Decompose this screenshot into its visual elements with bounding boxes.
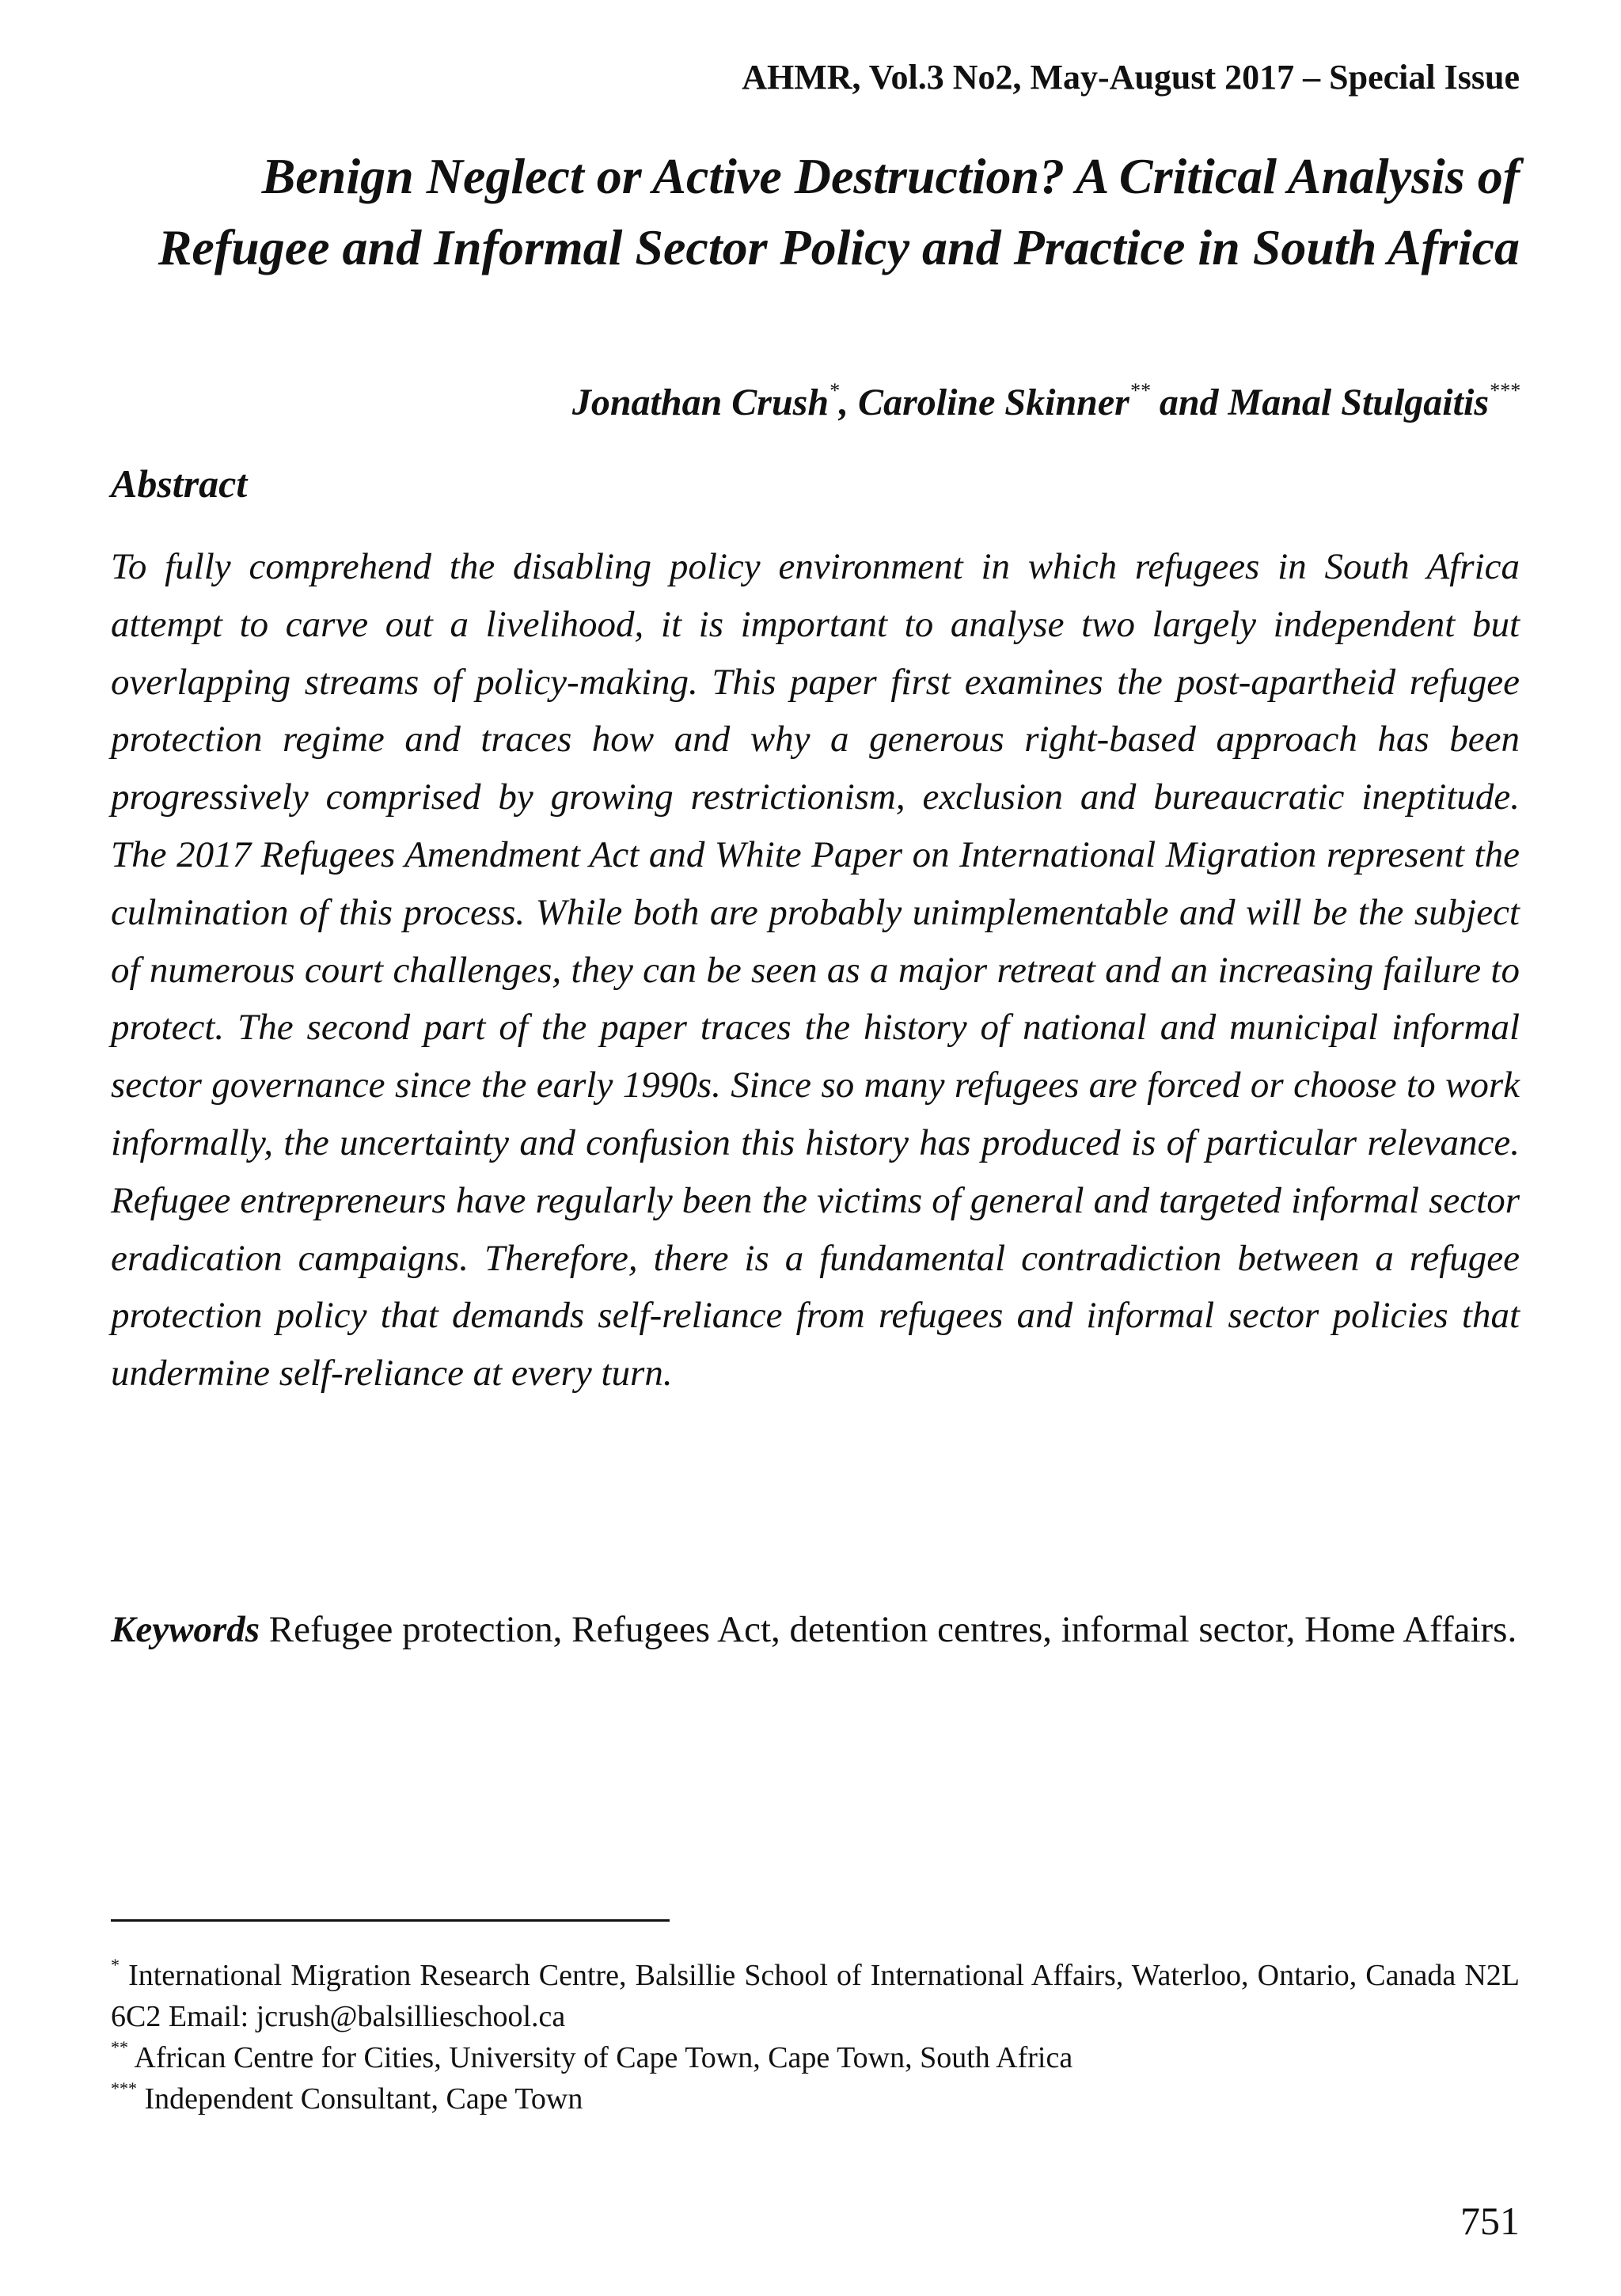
- footnote-text: African Centre for Cities, University of Cape Town, Cape Town, South Africa: [134, 2041, 1073, 2074]
- author-footnote-mark: **: [1129, 379, 1150, 402]
- author-footnote-mark: ***: [1489, 379, 1520, 402]
- footnote: [111, 2037, 1520, 2078]
- abstract-heading: Abstract: [111, 461, 248, 506]
- author-name: Jonathan Crush: [571, 381, 829, 423]
- keywords-text: Refugee protection, Refugees Act, detention centres, informal sector, Home Affairs.: [268, 1609, 1517, 1650]
- footnote: [111, 2078, 1520, 2120]
- author-footnote-mark: *: [829, 379, 840, 402]
- author-name: Manal Stulgaitis: [1228, 381, 1489, 423]
- footnotes: [111, 1955, 1520, 2120]
- keywords-label: Keywords: [111, 1609, 260, 1650]
- footnote-mark: **: [111, 2037, 128, 2057]
- running-header: AHMR, Vol.3 No2, May-August 2017 – Special Issue: [742, 58, 1520, 97]
- author-separator: ,: [839, 381, 859, 423]
- article-title: Benign Neglect or Active Destruction? A Critical Analysis of Refugee and Informal Sector Policy and Practice in South Africa: [158, 148, 1520, 275]
- author-conjunction: and: [1149, 381, 1228, 423]
- footnote-text: International Migration Research Centre, Balsillie School of International Affairs, Waterloo, Ontario, Canada N2L 6C2 Email: jcrush@balsillieschool.ca: [111, 1959, 1520, 2033]
- author-list: [150, 378, 1520, 427]
- page-number: 751: [1460, 2199, 1520, 2243]
- keywords-paragraph: [111, 1601, 1520, 1659]
- footnote: [111, 1955, 1520, 2037]
- footnote-mark: *: [111, 1955, 120, 1975]
- abstract-text: To fully comprehend the disabling policy environment in which refugees in South Africa attempt to carve out a livelihood, it is important to analyse two largely independent but overlapping streams of policy-making. This paper first examines the post-apartheid refugee protection regime and traces how and why a generous right-based approach has been progressively comprised by growing restrictionism, exclusion and bureaucratic ineptitude. The 2017 Refugees Amendment Act and White Paper on International Migration represent the culmination of this process. While both are probably unimplementable and will be the subject of numerous court challenges, they can be seen as a major retreat and an increasing failure to protect. The second part of the paper traces the history of national and municipal informal sector governance since the early 1990s. Since so many refugees are forced or choose to work informally, the uncertainty and confusion this history has produced is of particular relevance. Refugee entrepreneurs have regularly been the victims of general and targeted informal sector eradication campaigns. Therefore, there is a fundamental contradiction between a refugee protection policy that demands self-reliance from refugees and informal sector policies that undermine self-reliance at every turn.: [111, 546, 1520, 1395]
- footnote-divider: [111, 1919, 670, 1922]
- footnote-text: Independent Consultant, Cape Town: [144, 2082, 583, 2116]
- footnote-mark: ***: [111, 2078, 137, 2098]
- author-name: Caroline Skinner: [858, 381, 1129, 423]
